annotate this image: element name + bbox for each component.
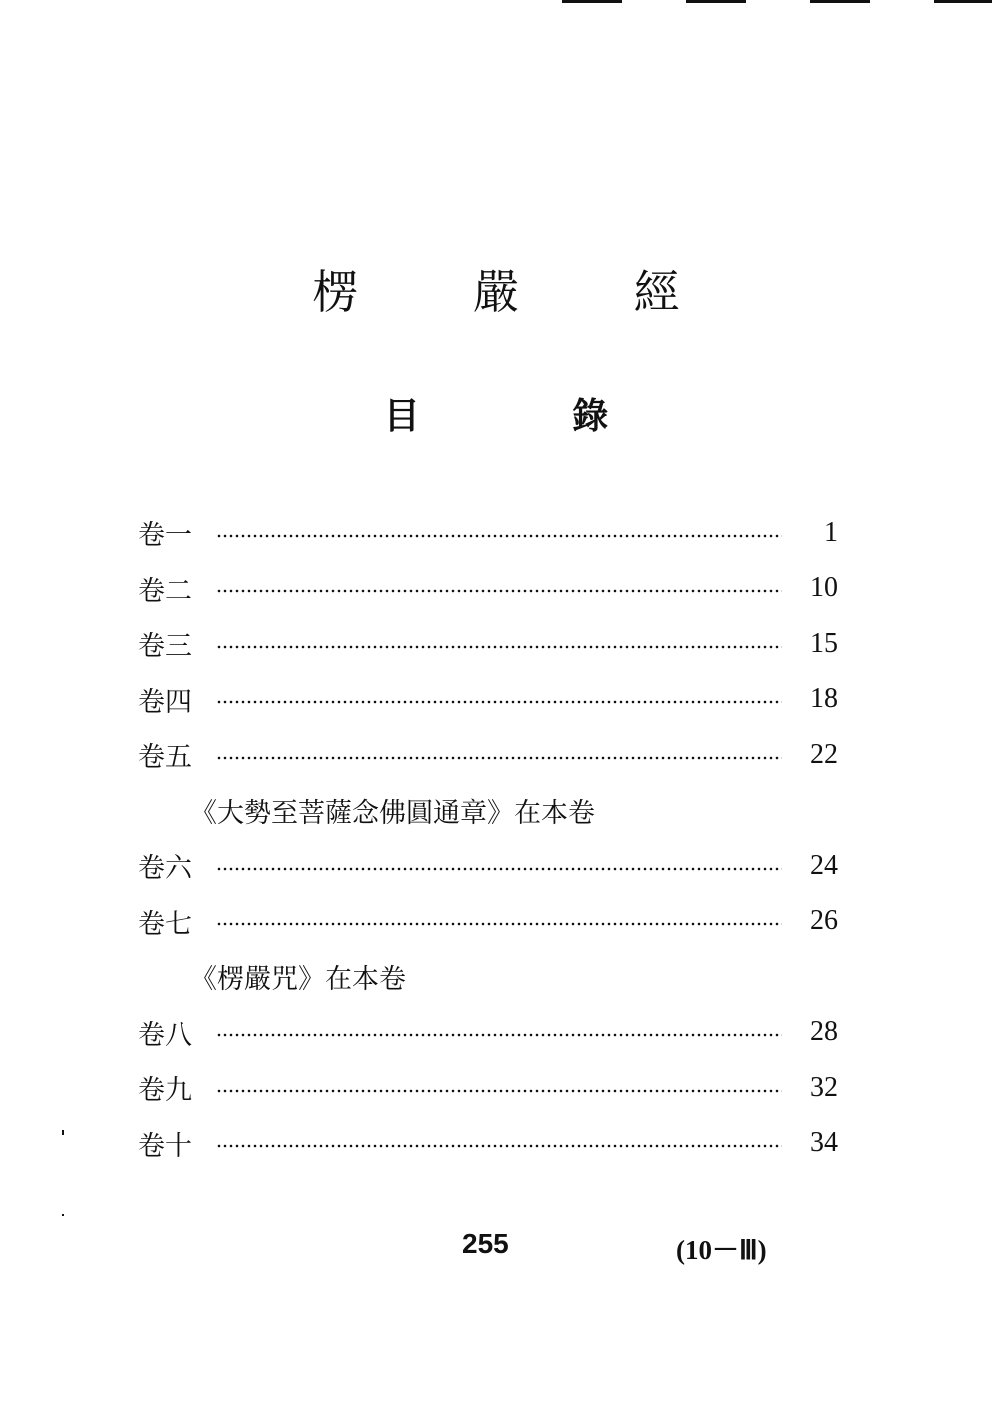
toc-heading: 目 錄 [383, 396, 679, 437]
toc-entry[interactable] [138, 1116, 838, 1172]
page-number: 255 [462, 1228, 509, 1259]
toc-entry-page: 32 [810, 1071, 838, 1103]
toc-entry[interactable] [138, 838, 838, 894]
toc-entry-label: 卷八 [138, 1019, 192, 1051]
toc-entry-page: 26 [810, 905, 838, 937]
toc-entry[interactable] [138, 1060, 838, 1116]
dot-leader [216, 756, 782, 760]
dot-leader [216, 700, 782, 704]
toc-entry-label: 卷一 [138, 520, 192, 552]
toc-note: 《大勢至菩薩念佛圓通章》在本卷 [190, 797, 595, 829]
toc-entry[interactable] [138, 727, 838, 783]
toc-entry[interactable] [138, 1005, 838, 1061]
scan-edge-mark [686, 0, 746, 3]
dot-leader [216, 1144, 782, 1148]
toc-entry-label: 卷九 [138, 1075, 192, 1107]
table-of-contents [138, 505, 838, 1171]
volume-reference: (10－Ⅲ) [676, 1235, 767, 1265]
dot-leader [216, 922, 782, 926]
toc-entry-page: 10 [810, 572, 838, 604]
scan-edge-mark [810, 0, 870, 3]
toc-entry[interactable] [138, 561, 838, 617]
toc-entry-page: 28 [810, 1016, 838, 1048]
toc-entry-page: 34 [810, 1127, 838, 1159]
toc-entry-page: 24 [810, 849, 838, 881]
toc-entry-label: 卷四 [138, 686, 192, 718]
dot-leader [216, 1033, 782, 1037]
toc-entry-page: 1 [824, 516, 838, 548]
dot-leader [216, 534, 782, 538]
toc-entry[interactable] [138, 505, 838, 561]
toc-entry[interactable] [138, 894, 838, 950]
toc-entry-label: 卷六 [138, 853, 192, 885]
toc-entry-label: 卷十 [138, 1130, 192, 1162]
scan-edge-mark [562, 0, 622, 3]
toc-entry-label: 卷七 [138, 908, 192, 940]
toc-entry-label: 卷三 [138, 631, 192, 663]
toc-entry[interactable] [138, 672, 838, 728]
toc-entry-label: 卷五 [138, 742, 192, 774]
book-title: 楞 嚴 經 [312, 265, 730, 319]
toc-note: 《楞嚴咒》在本卷 [190, 964, 406, 996]
scan-edge-mark [934, 0, 992, 3]
toc-entry[interactable] [138, 616, 838, 672]
dot-leader [216, 867, 782, 871]
toc-entry-label: 卷二 [138, 575, 192, 607]
toc-entry-page: 18 [810, 683, 838, 715]
dot-leader [216, 589, 782, 593]
scan-speck [62, 1130, 64, 1135]
scan-speck [62, 1214, 64, 1216]
toc-entry-page: 22 [810, 738, 838, 770]
dot-leader [216, 645, 782, 649]
toc-entry-page: 15 [810, 627, 838, 659]
dot-leader [216, 1089, 782, 1093]
